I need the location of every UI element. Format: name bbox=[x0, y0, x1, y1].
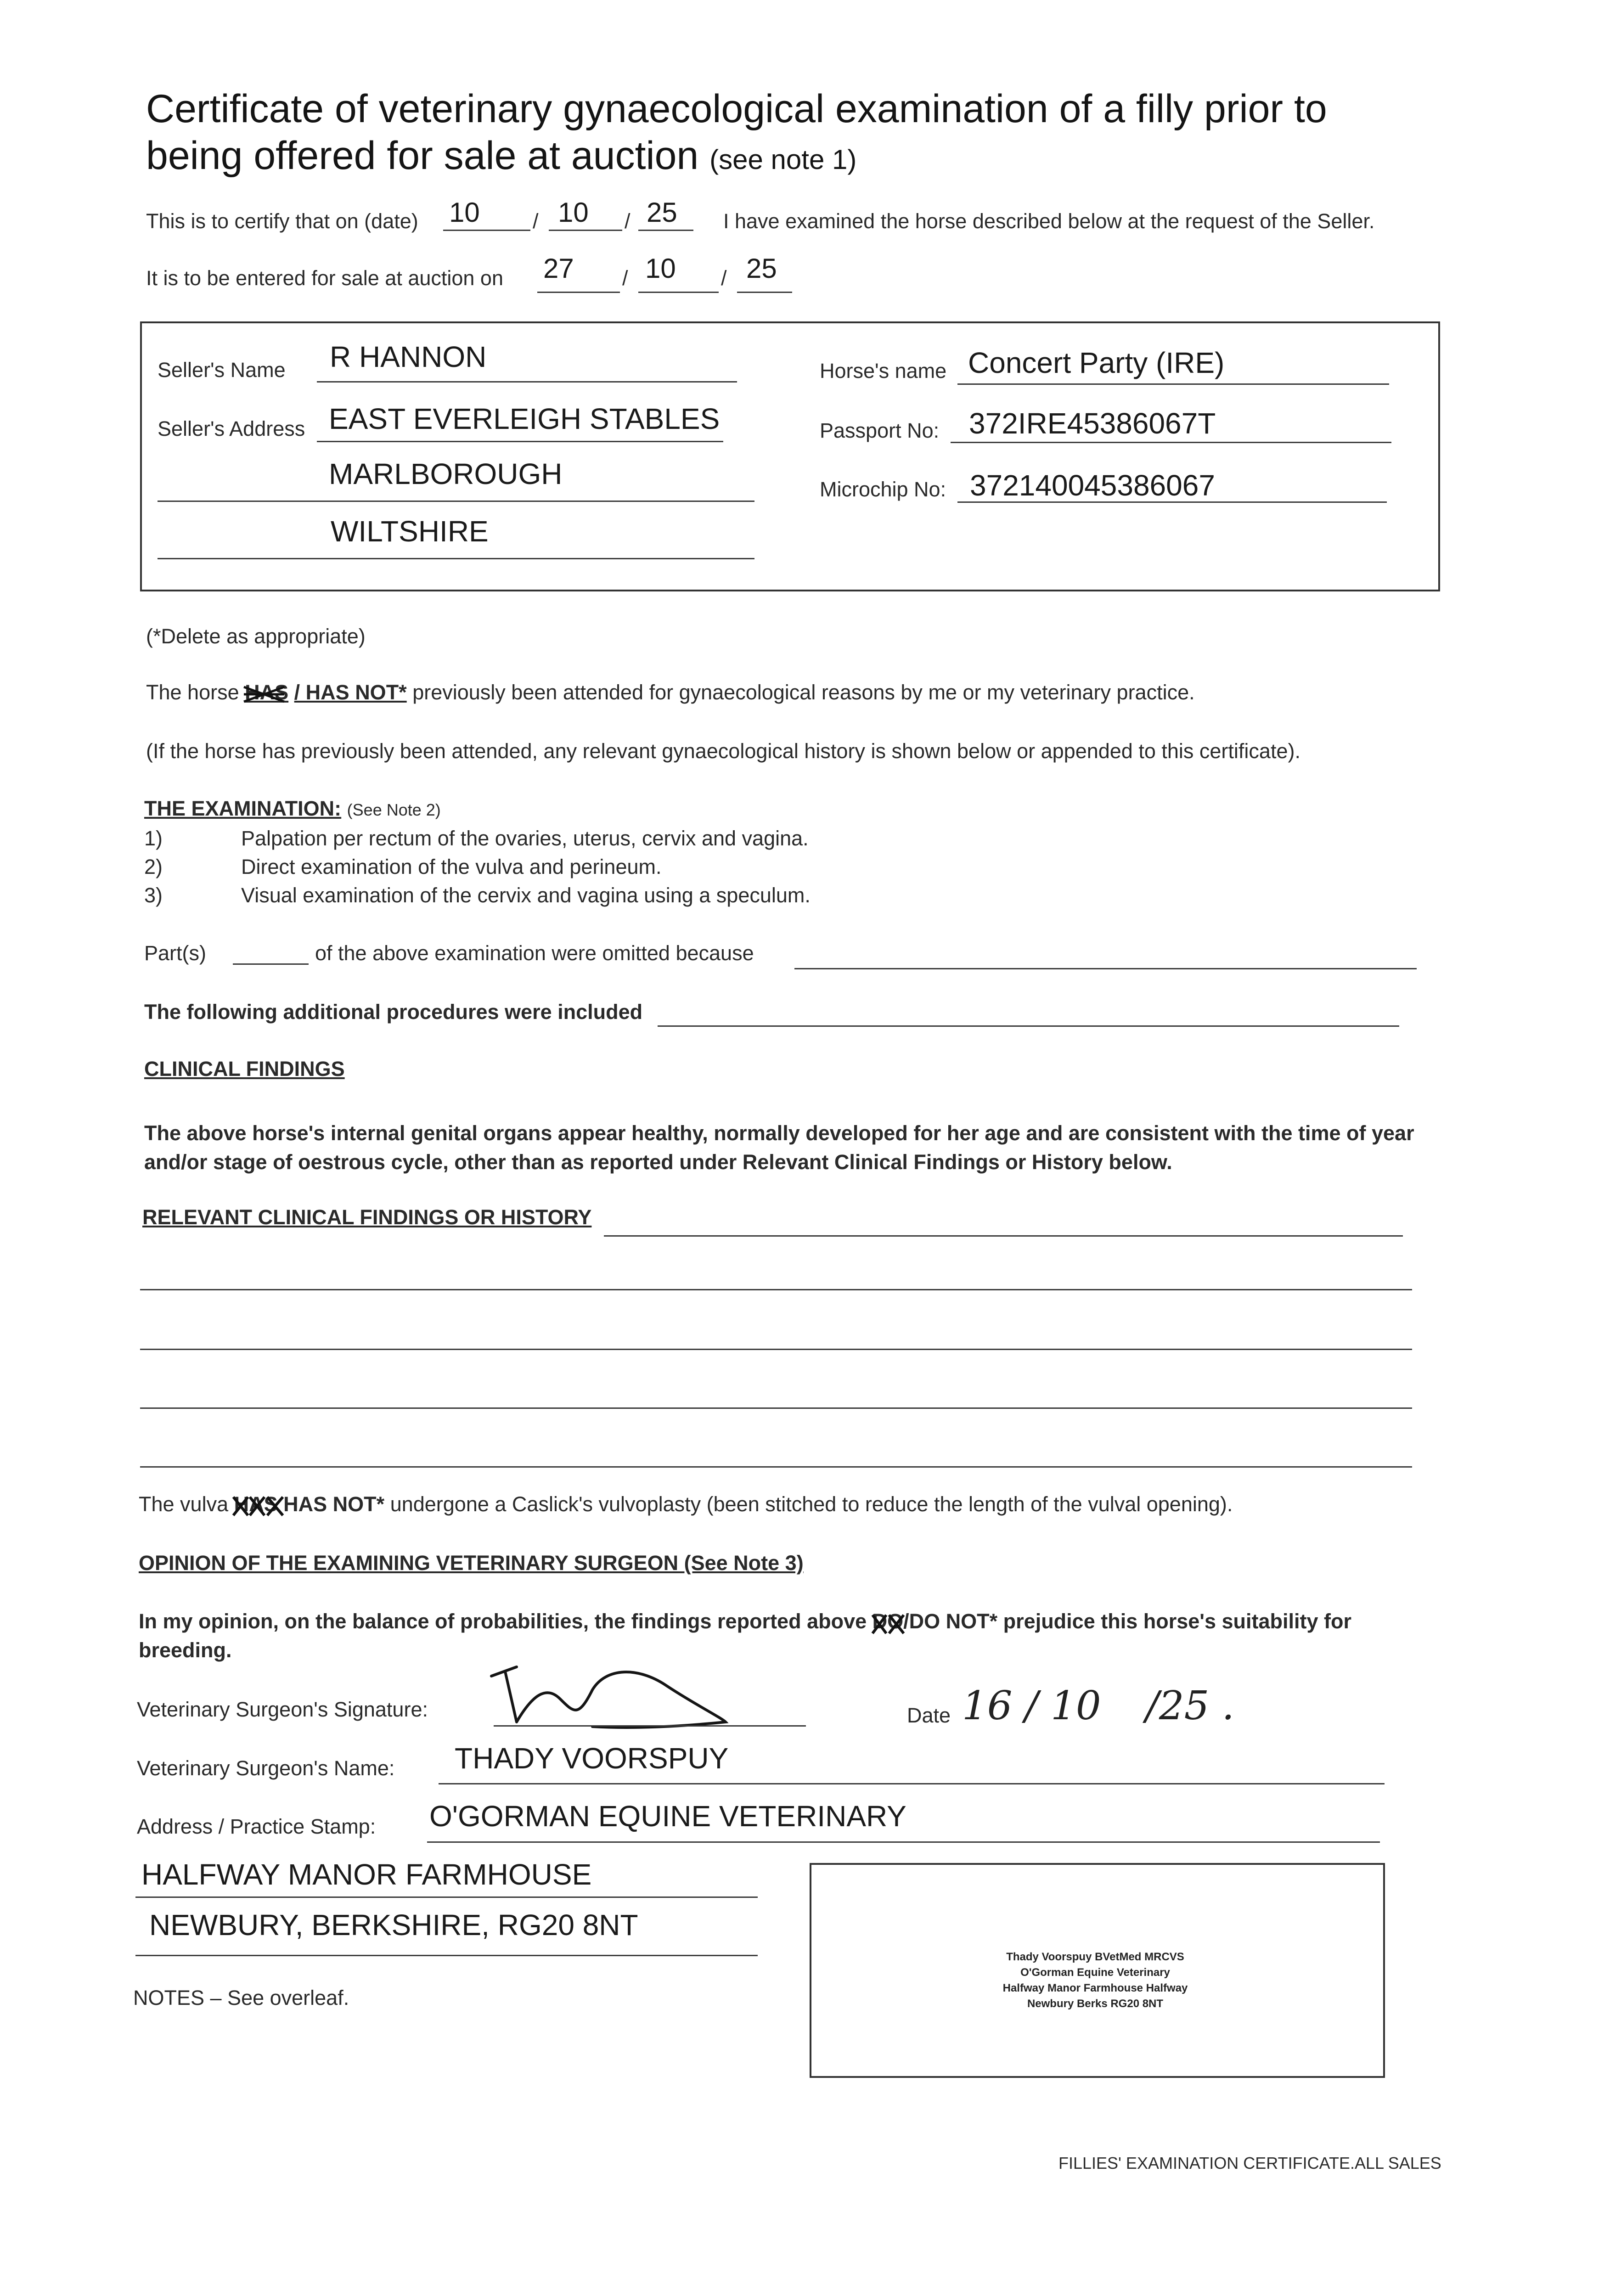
microchip-number: 372140045386067 bbox=[970, 469, 1215, 502]
examination-heading-row bbox=[144, 797, 441, 821]
exam-item-num: 3) bbox=[144, 884, 163, 907]
vet-date-month: 10 bbox=[1051, 1683, 1101, 1729]
passport-label: Passport No: bbox=[820, 419, 940, 442]
exam-item-text: Direct examination of the vulva and perineum. bbox=[241, 855, 662, 878]
date-sep: / bbox=[721, 266, 727, 290]
vet-address-2: HALFWAY MANOR FARMHOUSE bbox=[141, 1858, 592, 1891]
exam-item-text: Visual examination of the cervix and vagina using a speculum. bbox=[241, 884, 811, 907]
seller-address-label: Seller's Address bbox=[158, 417, 305, 440]
exam-item-num: 2) bbox=[144, 855, 163, 878]
footer-label: FILLIES' EXAMINATION CERTIFICATE.ALL SALES bbox=[1058, 2154, 1441, 2172]
signature-label: Veterinary Surgeon's Signature: bbox=[137, 1698, 428, 1721]
passport-number: 372IRE45386067T bbox=[969, 407, 1216, 440]
attended-struck-option bbox=[245, 681, 288, 704]
vet-address-3: NEWBURY, BERKSHIRE, RG20 8NT bbox=[149, 1908, 638, 1941]
exam-date-month: 10 bbox=[558, 197, 589, 228]
vet-date-handwritten bbox=[962, 1683, 1234, 1729]
attended-suffix: previously been attended for gynaecological reasons by me or my veterinary practice. bbox=[412, 681, 1195, 704]
vulva-prefix: The vulva bbox=[139, 1492, 229, 1516]
title-line-1: Certificate of veterinary gynaecological examination of a filly prior to bbox=[146, 87, 1327, 131]
vet-date-sep: / bbox=[1025, 1683, 1038, 1729]
stamp-line-1: Thady Voorspuy BVetMed MRCVS bbox=[1006, 1951, 1184, 1963]
clinical-findings-heading: CLINICAL FINDINGS bbox=[144, 1057, 345, 1080]
attended-choice: / HAS NOT* bbox=[294, 681, 407, 704]
address-stamp-label: Address / Practice Stamp: bbox=[137, 1815, 376, 1838]
examination-heading: THE EXAMINATION: bbox=[144, 797, 342, 820]
signature-mark bbox=[482, 1658, 739, 1736]
auction-prefix: It is to be entered for sale at auction on bbox=[146, 266, 503, 290]
auction-date-month: 10 bbox=[645, 253, 676, 284]
strike-scribble-icon bbox=[231, 1493, 291, 1519]
relevant-findings-heading: RELEVANT CLINICAL FINDINGS OR HISTORY bbox=[142, 1205, 592, 1229]
exam-item-text: Palpation per rectum of the ovaries, uterus, cervix and vagina. bbox=[241, 827, 809, 850]
date-sep: / bbox=[622, 266, 628, 290]
exam-date-year: 25 bbox=[647, 197, 677, 228]
stamp-line-4: Newbury Berks RG20 8NT bbox=[1027, 1998, 1164, 2010]
practice-stamp bbox=[827, 1949, 1364, 2012]
auction-date-day: 27 bbox=[543, 253, 574, 284]
vet-date-label: Date bbox=[907, 1704, 951, 1727]
seller-name: R HANNON bbox=[330, 340, 487, 373]
vet-date-mark: . bbox=[1222, 1683, 1234, 1729]
vulva-struck-text: HAS bbox=[234, 1492, 278, 1516]
certify-prefix: This is to certify that on (date) bbox=[146, 209, 418, 233]
opinion-heading: OPINION OF THE EXAMINING VETERINARY SURGEON (See Note 3) bbox=[139, 1551, 804, 1575]
title-line-2 bbox=[146, 132, 856, 184]
microchip-label: Microchip No: bbox=[820, 478, 946, 501]
opinion-struck-option bbox=[873, 1609, 904, 1633]
date-sep: / bbox=[625, 209, 630, 233]
attended-statement bbox=[146, 681, 1195, 704]
opinion-line-1 bbox=[139, 1609, 1351, 1633]
exam-date-day: 10 bbox=[449, 197, 480, 228]
seller-name-label: Seller's Name bbox=[158, 358, 286, 382]
strike-scribble-icon bbox=[871, 1611, 907, 1637]
horse-name-label: Horse's name bbox=[820, 359, 947, 383]
clinical-statement-line-1: The above horse's internal genital organs appear healthy, normally developed for her age and are consistent with the time of year bbox=[144, 1121, 1414, 1145]
vet-date-year: 25 bbox=[1159, 1683, 1210, 1729]
delete-note: (*Delete as appropriate) bbox=[146, 625, 366, 648]
opinion-line-2: breeding. bbox=[139, 1638, 232, 1662]
stamp-line-3: Halfway Manor Farmhouse Halfway bbox=[1002, 1982, 1188, 1994]
seller-address-2: MARLBOROUGH bbox=[329, 457, 563, 490]
horse-name: Concert Party (IRE) bbox=[968, 346, 1225, 379]
vulva-suffix: undergone a Caslick's vulvoplasty (been stitched to reduce the length of the vulval opening). bbox=[390, 1492, 1233, 1516]
title-note: (see note 1) bbox=[709, 144, 857, 175]
attended-prefix: The horse bbox=[146, 681, 239, 704]
stamp-line-2: O'Gorman Equine Veterinary bbox=[1020, 1966, 1170, 1979]
notes-reference: NOTES – See overleaf. bbox=[133, 1986, 349, 2009]
vet-date-day: 16 bbox=[962, 1683, 1013, 1729]
exam-item-num: 1) bbox=[144, 827, 163, 850]
strike-scribble-icon bbox=[243, 682, 287, 705]
vulva-statement bbox=[139, 1492, 1233, 1516]
examination-heading-note: (See Note 2) bbox=[347, 800, 441, 819]
seller-address-3: WILTSHIRE bbox=[331, 515, 489, 548]
vet-name: THADY VOORSPUY bbox=[455, 1742, 729, 1775]
certify-suffix: I have examined the horse described below at the request of the Seller. bbox=[723, 209, 1375, 233]
opinion-struck-text: DO bbox=[872, 1609, 904, 1633]
vet-name-label: Veterinary Surgeon's Name: bbox=[137, 1756, 395, 1780]
vulva-struck-option bbox=[234, 1492, 278, 1516]
vulva-choice: HAS NOT* bbox=[283, 1492, 385, 1516]
attended-struck-text: HAS bbox=[245, 681, 289, 704]
opinion-suffix: /DO NOT* prejudice this horse's suitability for bbox=[903, 1609, 1352, 1633]
history-note: (If the horse has previously been attended, any relevant gynaecological history is shown below or appended to this certificate). bbox=[146, 739, 1300, 763]
vet-date-sep: / bbox=[1145, 1683, 1159, 1729]
seller-address-1: EAST EVERLEIGH STABLES bbox=[329, 402, 720, 435]
omitted-mid: of the above examination were omitted because bbox=[315, 941, 754, 965]
clinical-statement-line-2: and/or stage of oestrous cycle, other than as reported under Relevant Clinical Findings or History below. bbox=[144, 1150, 1172, 1174]
auction-date-year: 25 bbox=[746, 253, 777, 284]
additional-procedures-label: The following additional procedures were included bbox=[144, 1000, 643, 1024]
vet-address-1: O'GORMAN EQUINE VETERINARY bbox=[429, 1800, 906, 1833]
omitted-prefix: Part(s) bbox=[144, 941, 206, 965]
opinion-prefix: In my opinion, on the balance of probabilities, the findings reported above bbox=[139, 1609, 867, 1633]
title-line-2-text: being offered for sale at auction bbox=[146, 134, 699, 178]
date-sep: / bbox=[533, 209, 539, 233]
